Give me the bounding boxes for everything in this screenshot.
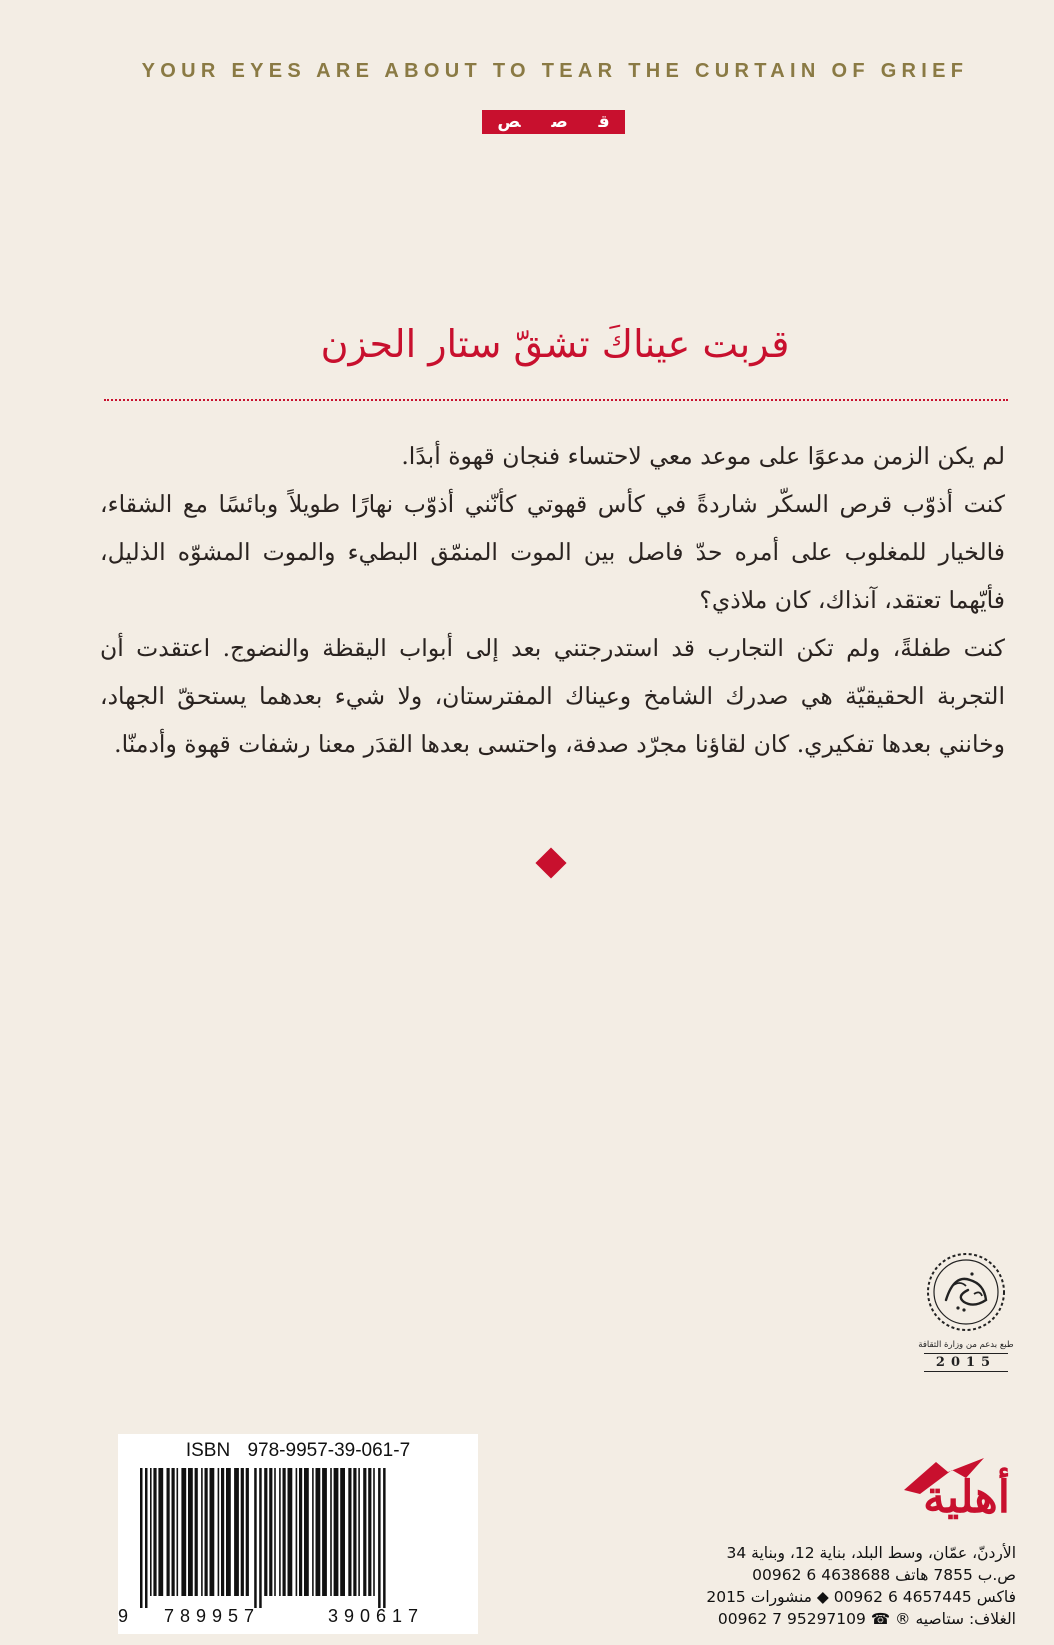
barcode-bar (269, 1468, 272, 1596)
ministry-seal-icon (924, 1250, 1008, 1334)
barcode-bar (322, 1468, 327, 1596)
barcode-bar (312, 1468, 314, 1596)
barcode-bar (167, 1468, 170, 1596)
barcode-bar (288, 1468, 293, 1596)
barcode-bar (241, 1468, 244, 1596)
blurb-text (100, 432, 1005, 768)
barcode-bar (334, 1468, 339, 1596)
barcode-bar (201, 1468, 203, 1596)
barcode-bar (177, 1468, 179, 1596)
barcode-bar (316, 1468, 321, 1596)
barcode-bar (210, 1468, 215, 1596)
address-line: الأردنّ، عمّان، وسط البلد، بناية 12، وبناية 34 (726, 1544, 1016, 1562)
address-line: فاكس 4657445 6 00962 ◆ منشورات 2015 (706, 1588, 1016, 1606)
barcode-icon (126, 1468, 470, 1608)
barcode-bar (368, 1468, 371, 1596)
barcode-bar (181, 1468, 186, 1596)
red-tag-glyph: ﻗ (598, 112, 610, 132)
blurb-paragraph: كنت طفلةً، ولم تكن التجارب قد استدرجتني بعد إلى أبواب اليقظة والنضوج. اعتقدت أن التجربة الحقيقيّة هي صدرك الشامخ وعيناك المفترستان، ولا شيء بعدهما يستحقّ الجهاد، وخانني بعدها تفكيري. كان لقاؤنا مجرّد صدفة، واحتسى بعدها القدَر معنا رشفات قهوة وأدمنّا. (100, 634, 1005, 758)
isbn-number: 978-9957-39-061-7 (247, 1440, 411, 1461)
barcode-bar (304, 1468, 309, 1596)
dotted-divider (104, 399, 1008, 401)
blurb-paragraph: كنت أذوّب قرص السكّر شاردةً في كأس قهوتي كأنّني أذوّب نهارًا طويلاً وبائسًا مع الشقاء، فالخيار للمغلوب على أمره حدّ فاصل بين الموت المنمّق البطيء والموت المشوّه الذليل، فأيّهما تعتقد، آنذاك، كان ملاذي؟ (100, 490, 1005, 614)
barcode-bar (150, 1468, 152, 1596)
barcode-digits-right: 390617 (328, 1606, 425, 1626)
barcode-bar (195, 1468, 198, 1596)
barcode-bar (259, 1468, 262, 1608)
barcode-bar (188, 1468, 193, 1596)
barcode-bar (373, 1468, 375, 1596)
barcode-bar (274, 1468, 276, 1596)
barcode-bar (383, 1468, 386, 1608)
barcode-bar (153, 1468, 156, 1596)
barcode-bar (340, 1468, 345, 1596)
barcode-bar (283, 1468, 286, 1596)
isbn-label (118, 1440, 478, 1462)
barcode-bar (140, 1468, 143, 1608)
publisher-logo: أهلية (923, 1472, 1010, 1523)
barcode-bar (218, 1468, 220, 1596)
barcode-bar (205, 1468, 208, 1596)
barcode-bar (246, 1468, 249, 1596)
barcode-digits-left: 789957 (164, 1606, 261, 1626)
barcode-bar (158, 1468, 163, 1596)
barcode-bar (226, 1468, 231, 1596)
ministry-seal (918, 1250, 1014, 1372)
publisher-address (636, 1542, 1016, 1630)
isbn-prefix: ISBN (185, 1440, 231, 1461)
diamond-ornament-icon (535, 847, 566, 878)
red-tag-glyph: ﺻ (551, 112, 568, 132)
barcode-bar (172, 1468, 175, 1596)
barcode-bar (299, 1468, 302, 1596)
barcode-bar (296, 1468, 298, 1596)
barcode-bar (221, 1468, 224, 1596)
address-line: الغلاف: ستاصيه ® ☎ 95297109 7 00962 (717, 1610, 1016, 1628)
barcode-bar (378, 1468, 381, 1608)
barcode-bar (264, 1468, 267, 1596)
barcode-bar (348, 1468, 351, 1596)
barcode-bar (254, 1468, 257, 1608)
isbn-barcode-block (118, 1434, 478, 1634)
red-tag-glyph: ﺺ (497, 112, 521, 132)
barcode-bar (363, 1468, 366, 1596)
red-tag-label (482, 110, 625, 134)
seal-caption: طبع بدعم من وزارة الثقافة (918, 1340, 1014, 1350)
barcode-bar (358, 1468, 360, 1596)
blurb-paragraph: لم يكن الزمن مدعوًا على موعد معي لاحتساء فنجان قهوة أبدًا. (401, 442, 1005, 470)
english-title: YOUR EYES ARE ABOUT TO TEAR THE CURTAIN OF GRIEF (141, 60, 969, 82)
address-line: ص.ب 7855 هاتف 4638688 6 00962 (752, 1566, 1016, 1584)
seal-year: 2015 (924, 1353, 1008, 1372)
barcode-bar (330, 1468, 332, 1596)
barcode-bar (234, 1468, 239, 1596)
barcode-bar (353, 1468, 356, 1596)
barcode-digit-lead: 9 (118, 1606, 129, 1626)
barcode-bar (145, 1468, 148, 1608)
barcode-bar (279, 1468, 281, 1596)
arabic-title: قربت عيناكَ تشقّ ستار الحزن (320, 322, 790, 366)
